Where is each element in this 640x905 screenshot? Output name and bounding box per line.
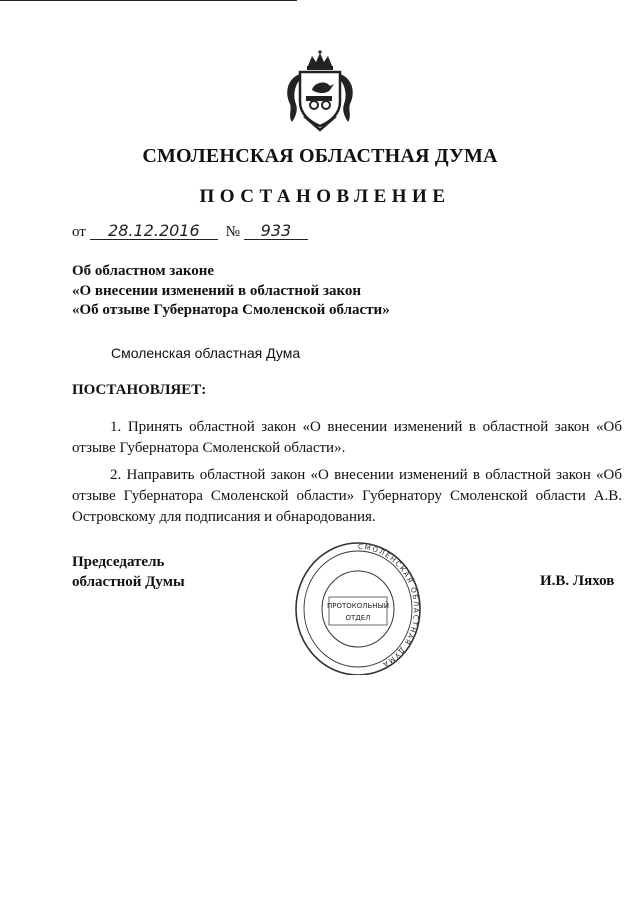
- resolution-item-1: 1. Принять областной закон «О внесении изменений в областной закон «Об отзыве Губернатора Смоленской области».: [72, 419, 622, 456]
- date-value: 28.12.2016: [90, 222, 218, 240]
- signatory-title-line-2: областной Думы: [72, 573, 185, 590]
- number-value: 933: [244, 222, 308, 240]
- subject-line-2: «О внесении изменений в областной закон: [72, 282, 362, 299]
- subject-line-3: «Об отзыве Губернатора Смоленской области»: [72, 302, 390, 318]
- coat-of-arms-icon: [282, 50, 358, 132]
- resolves-heading: ПОСТАНОВЛЯЕТ:: [72, 382, 207, 398]
- document-type: ПОСТАНОВЛЕНИЕ: [199, 186, 451, 207]
- date-number-line: [72, 222, 308, 241]
- date-prefix: от: [72, 224, 86, 240]
- resolution-item-2: 2. Направить областной закон «О внесении изменений в областной закон «Об отзыве Губернатора Смоленской области» Губернатору Смоленской области А.В. Островскому для подписания и обнародования.: [72, 467, 622, 525]
- preamble: Смоленская областная Дума: [111, 345, 301, 361]
- top-rule: [0, 0, 297, 1]
- signatory-title: [72, 553, 185, 592]
- number-prefix: №: [225, 224, 240, 240]
- subject-line-1: Об областном законе: [72, 263, 215, 279]
- seal-ring-text: СМОЛЕНСКАЯ ОБЛАСТНАЯ ДУМА: [357, 542, 421, 669]
- seal-center-line-2: ОТДЕЛ: [345, 614, 371, 622]
- seal-center-line-1: ПРОТОКОЛЬНЫЙ: [326, 602, 390, 610]
- signatory-name: И.В. Ляхов: [540, 573, 615, 589]
- organization-title: СМОЛЕНСКАЯ ОБЛАСТНАЯ ДУМА: [142, 145, 498, 167]
- subject-block: [72, 262, 390, 321]
- signatory-title-line-1: Председатель: [72, 554, 165, 570]
- official-seal-icon: [293, 535, 423, 675]
